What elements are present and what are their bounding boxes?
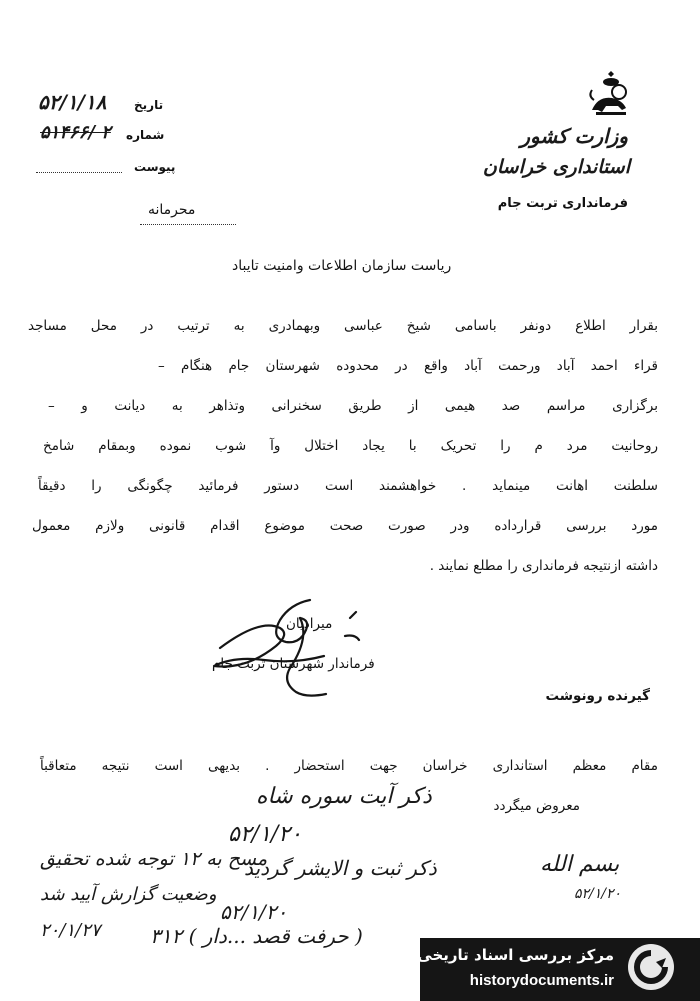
attachment-label: پیوست xyxy=(134,160,176,174)
signer-name: میرادیان xyxy=(286,616,333,632)
body-line-2: قراء احمد آباد ورحمت آباد واقع در محدوده شهرستان جام هنگام – xyxy=(158,358,658,374)
signer-title: فرماندار شهرستان تربت جام xyxy=(212,656,375,672)
handwritten-note-6: ۵۲/۱/۲۰ xyxy=(220,900,288,924)
classification-label: محرمانه xyxy=(148,202,196,218)
number-label: شماره xyxy=(126,128,165,142)
date-label: تاریخ xyxy=(134,98,164,112)
handwritten-signature-icon xyxy=(200,588,380,708)
handwritten-note-9: بسم الله xyxy=(540,852,620,877)
handwritten-note-2: ۵۲/۱/۲۰ xyxy=(228,822,302,847)
watermark-title: مرکز بررسی اسناد تاریخی xyxy=(417,946,614,964)
cc-label: گیرنده رونوشت xyxy=(545,688,650,704)
watermark-logo-icon xyxy=(628,944,674,990)
date-value: ۵۲/۱/۱۸ xyxy=(38,90,107,114)
addressee-line: ریاست سازمان اطلاعات وامنیت تایباد xyxy=(232,258,452,274)
cc-line: مقام معظم استانداری خراسان جهت استحضار . بدیهی است نتیجه متعاقباً xyxy=(40,758,658,774)
number-value: ۵۱۴۶۶/ ۲ xyxy=(40,122,111,143)
letterhead-province-office: استانداری خراسان xyxy=(482,156,630,178)
letterhead-ministry: وزارت کشور xyxy=(520,124,628,148)
classification-underline xyxy=(140,224,236,225)
body-line-5: سلطنت اهانت مینماید . خواهشمند است دستور فرمائید چگونگی را دقیقاً xyxy=(38,478,658,494)
handwritten-note-4: ذکر ثبت و الایشر گردید xyxy=(244,856,437,880)
handwritten-note-10: ۵۲/۱/۲۰ xyxy=(574,886,622,902)
letterhead-governorate: فرمانداری تربت جام xyxy=(497,196,628,211)
handwritten-note-7: ۲۰/۱/۲۷ xyxy=(40,920,101,941)
body-line-7: داشته ازنتیجه فرمانداری را مطلع نمایند . xyxy=(429,558,658,574)
handwritten-note-3: مسح به ۱۲ توجه شده تحقیق xyxy=(40,848,268,870)
handwritten-note-5: وضعیت گزارش آیید شد xyxy=(40,884,217,905)
cc-line-2: معروض میگردد xyxy=(493,798,580,814)
body-line-3: برگزاری مراسم صد هیمی از طریق سخنرانی وتذاهر به دیانت و – xyxy=(48,398,658,414)
handwritten-note-8: ( حرفت قصد ...دار ) ۳۱۲ xyxy=(150,924,363,948)
body-line-4: روحانیت مرد م را تحریک با یجاد اختلال وآ شوب نموده وبمقام شامخ xyxy=(43,438,658,454)
watermark-url[interactable]: historydocuments.ir xyxy=(469,972,614,989)
handwritten-note-1: ذکر آیت سوره شاه xyxy=(256,784,432,809)
body-line-6: مورد بررسی قرارداده ودر صورت صحت موضوع اقدام قانونی ولازم معمول xyxy=(32,518,658,534)
attachment-line xyxy=(36,172,122,173)
lion-and-sun-emblem-icon xyxy=(586,70,636,118)
body-line-1: بقرار اطلاع دونفر باسامی شیخ عباسی وبهمادری به ترتیب در محل مساجد xyxy=(28,318,658,334)
